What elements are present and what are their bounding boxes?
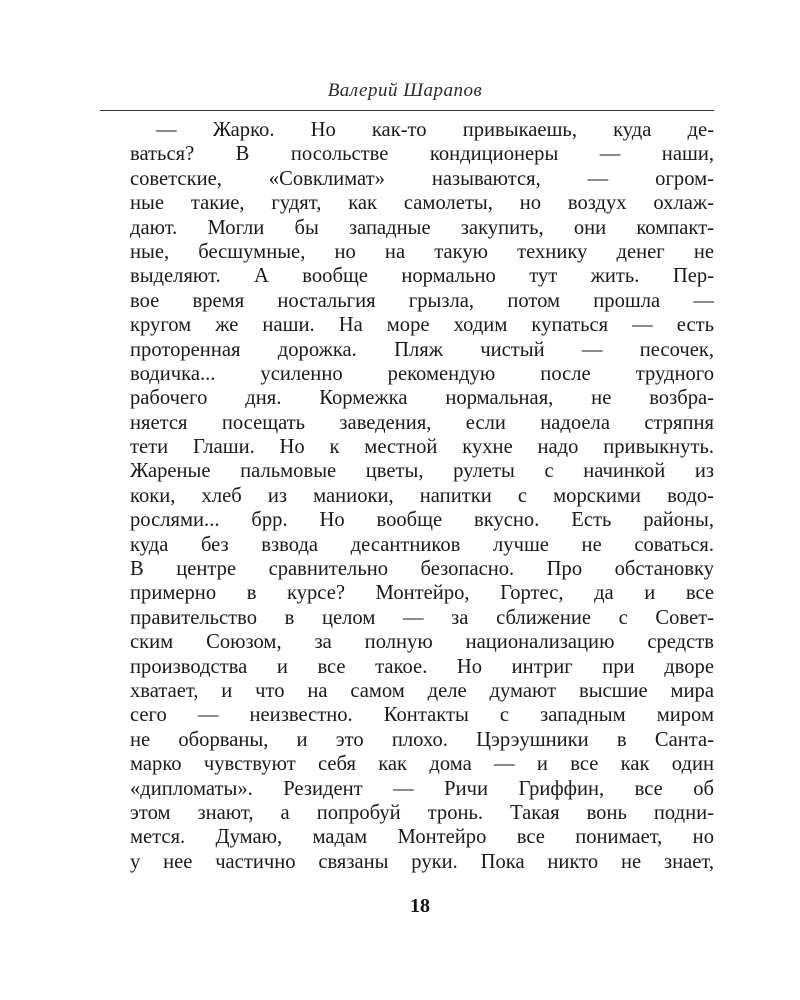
text-line: проторенная дорожка. Пляж чистый — песочек, [130,338,714,361]
text-line: сего — неизвестно. Контакты с западным миром [130,704,714,727]
text-line: этом знают, а попробуй тронь. Такая вонь подни- [130,801,714,824]
text-line: кругом же наши. На море ходим купаться — есть [130,314,714,337]
text-line: ные, бесшумные, но на такую технику денег не [130,240,714,263]
text-line: марко чувствуют себя как дома — и все как один [130,753,714,776]
running-head-author: Валерий Шарапов [327,80,483,101]
text-line: примерно в курсе? Монтейро, Гортес, да и все [130,582,714,605]
text-line: няется посещать заведения, если надоела стряпня [130,411,714,434]
body-text [130,118,714,874]
page-number: 18 [410,895,430,917]
text-line: правительство в целом — за сближение с Совет- [130,606,714,629]
text-line: хватает, и что на самом деле думают высшие мира [130,679,714,702]
text-line: ским Союзом, за полную национализацию средств [130,631,714,654]
text-line: дают. Могли бы западные закупить, они компакт- [130,216,714,239]
text-line: мется. Думаю, мадам Монтейро все понимает, но [130,826,714,849]
text-line: Жареные пальмовые цветы, рулеты с начинкой из [130,460,714,483]
text-line: советские, «Совклимат» называются, — огром- [130,167,714,190]
text-line: рослями... брр. Но вообще вкусно. Есть районы, [130,509,714,532]
text-line: выделяют. А вообще нормально тут жить. Пер- [130,265,714,288]
text-line: ные такие, гудят, как самолеты, но воздух охлаж- [130,192,714,215]
text-line: куда без взвода десантников лучше не соваться. [130,533,714,556]
text-line: не оборваны, и это плохо. Цэрэушники в Санта- [130,728,714,751]
text-line: вое время ностальгия грызла, потом прошла — [130,289,714,312]
text-line: В центре сравнительно безопасно. Про обстановку [130,558,714,581]
text-line: водичка... усиленно рекомендую после трудного [130,362,714,385]
text-line: рабочего дня. Кормежка нормальная, не возбра- [130,387,714,410]
text-line: — Жарко. Но как-то привыкаешь, куда де- [156,119,714,141]
header-rule [100,110,714,111]
text-line: тети Глаши. Но к местной кухне надо привыкнуть. [130,436,714,459]
text-line: коки, хлеб из маниоки, напитки с морскими водо- [130,484,714,507]
text-line: ваться? В посольстве кондиционеры — наши, [130,143,714,166]
text-line: производства и все такое. Но интриг при дворе [130,655,714,678]
text-line: «дипломаты». Резидент — Ричи Гриффин, все об [130,777,714,800]
text-line: у нее частично связаны руки. Пока никто не знает, [130,850,714,873]
